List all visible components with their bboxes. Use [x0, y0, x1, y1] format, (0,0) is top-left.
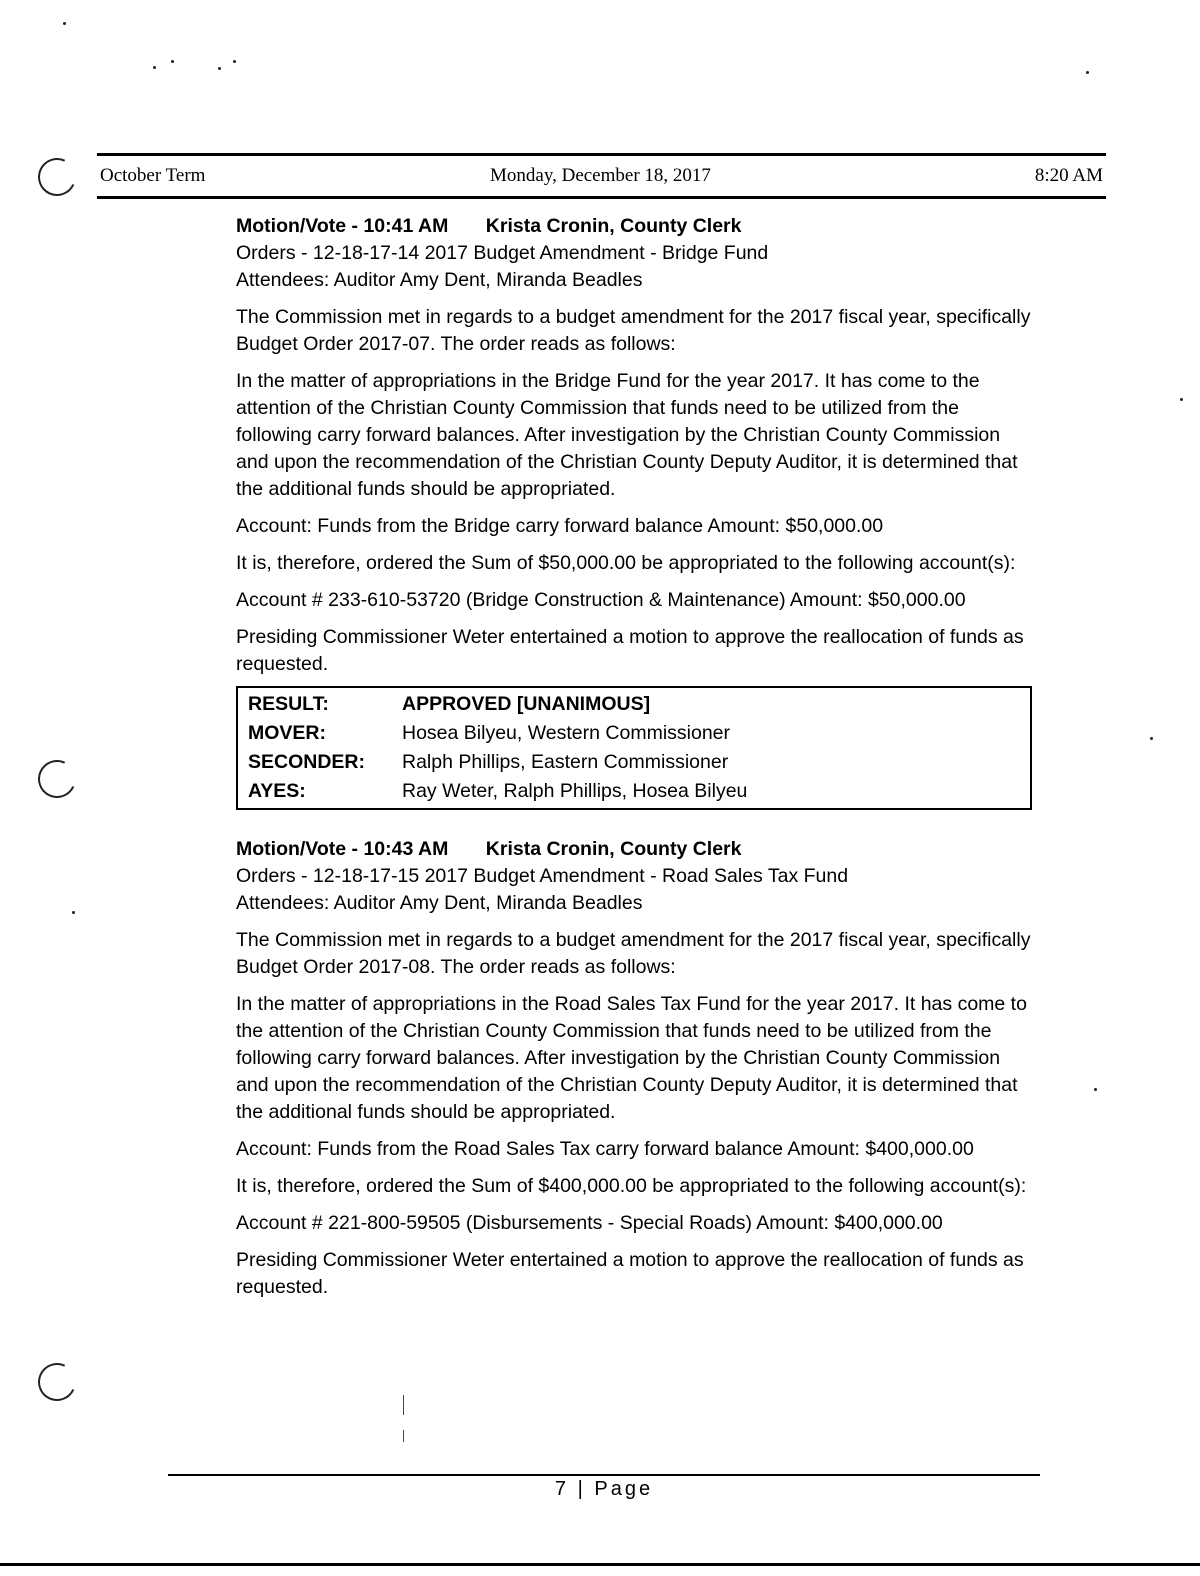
paragraph: Presiding Commissioner Weter entertained a motion to approve the reallocation of funds as requested. — [236, 1249, 1024, 1298]
spacer — [236, 810, 1036, 836]
table-row — [248, 719, 1020, 748]
table-row — [248, 777, 1020, 806]
result-key: RESULT: — [248, 693, 329, 715]
paragraph: The Commission met in regards to a budget amendment for the 2017 fiscal year, specifically Budget Order 2017-07. The order reads as follows: — [236, 306, 1031, 355]
paragraph: Account: Funds from the Road Sales Tax carry forward balance Amount: $400,000.00 — [236, 1138, 974, 1160]
minutes-content — [236, 213, 1036, 1311]
paragraph: Account: Funds from the Bridge carry forward balance Amount: $50,000.00 — [236, 515, 884, 537]
scan-mark — [403, 1395, 404, 1415]
scan-bottom-edge — [0, 1563, 1200, 1566]
punch-hole — [33, 153, 82, 202]
paragraph: In the matter of appropriations in the Road Sales Tax Fund for the year 2017. It has come to the attention of the Christian County Commission that funds need to be utilized from the following carry forward balances. After investigation by the Christian County Commission and upon the recommendation of the Christian County Deputy Auditor, it is determined that the additional funds should be appropriated. — [236, 993, 1027, 1123]
scan-speck — [1086, 71, 1089, 74]
seconder-value: Ralph Phillips, Eastern Commissioner — [402, 751, 729, 773]
page-number: 7 | Page — [554, 1478, 654, 1500]
motion-heading — [236, 836, 1036, 863]
footer-rule — [168, 1474, 1040, 1476]
page-header — [100, 165, 1103, 191]
paragraph: In the matter of appropriations in the Bridge Fund for the year 2017. It has come to the attention of the Christian County Commission that funds need to be utilized from the following carry forward balances. After investigation by the Christian County Commission and upon the recommendation of the Christian County Deputy Auditor, it is determined that the additional funds should be appropriated. — [236, 370, 1018, 500]
paragraph: It is, therefore, ordered the Sum of $50,000.00 be appropriated to the following account(s): — [236, 552, 1016, 574]
motion-time: 10:43 AM — [363, 838, 449, 860]
table-row — [248, 748, 1020, 777]
scan-speck — [72, 911, 75, 914]
seconder-key: SECONDER: — [248, 751, 366, 773]
scan-speck — [171, 60, 174, 63]
motion-attendees: Attendees: Auditor Amy Dent, Miranda Beadles — [236, 892, 643, 914]
header-term: October Term — [100, 165, 206, 186]
motion-orders: Orders - 12-18-17-14 2017 Budget Amendment - Bridge Fund — [236, 242, 769, 264]
motion-section — [236, 836, 1036, 917]
motion-clerk: Krista Cronin, County Clerk — [485, 838, 742, 860]
paragraph: Account # 221-800-59505 (Disbursements - Special Roads) Amount: $400,000.00 — [236, 1212, 943, 1234]
paragraph: The Commission met in regards to a budget amendment for the 2017 fiscal year, specifically Budget Order 2017-08. The order reads as follows: — [236, 929, 1031, 978]
mover-value: Hosea Bilyeu, Western Commissioner — [402, 722, 731, 744]
motion-clerk: Krista Cronin, County Clerk — [485, 215, 742, 237]
table-row — [248, 690, 1020, 719]
scan-speck — [1150, 737, 1153, 740]
scan-speck — [63, 22, 66, 25]
result-value: APPROVED [UNANIMOUS] — [402, 693, 651, 715]
motion-section — [236, 213, 1036, 294]
paragraph: Presiding Commissioner Weter entertained a motion to approve the reallocation of funds as requested. — [236, 626, 1024, 675]
motion-heading — [236, 213, 1036, 240]
scan-speck — [1180, 398, 1183, 401]
header-rule-bottom — [97, 196, 1106, 199]
header-time: 8:20 AM — [1034, 165, 1103, 186]
motion-orders: Orders - 12-18-17-15 2017 Budget Amendment - Road Sales Tax Fund — [236, 865, 849, 887]
motion-attendees: Attendees: Auditor Amy Dent, Miranda Beadles — [236, 269, 643, 291]
header-date: Monday, December 18, 2017 — [490, 165, 711, 186]
motion-label: Motion/Vote - — [236, 838, 359, 860]
ayes-value: Ray Weter, Ralph Phillips, Hosea Bilyeu — [402, 780, 748, 802]
scan-mark — [403, 1430, 404, 1442]
scan-speck — [153, 66, 156, 69]
mover-key: MOVER: — [248, 722, 326, 744]
paragraph: It is, therefore, ordered the Sum of $400,000.00 be appropriated to the following account(s): — [236, 1175, 1027, 1197]
scan-speck — [1094, 1088, 1097, 1091]
punch-hole — [33, 755, 82, 804]
scan-speck — [218, 67, 221, 70]
motion-label: Motion/Vote - — [236, 215, 359, 237]
vote-result-table — [236, 686, 1032, 810]
ayes-key: AYES: — [248, 780, 306, 802]
scan-speck — [233, 60, 236, 63]
motion-time: 10:41 AM — [363, 215, 449, 237]
header-rule-top — [97, 153, 1106, 156]
paragraph: Account # 233-610-53720 (Bridge Construction & Maintenance) Amount: $50,000.00 — [236, 589, 966, 611]
punch-hole — [33, 1358, 82, 1407]
